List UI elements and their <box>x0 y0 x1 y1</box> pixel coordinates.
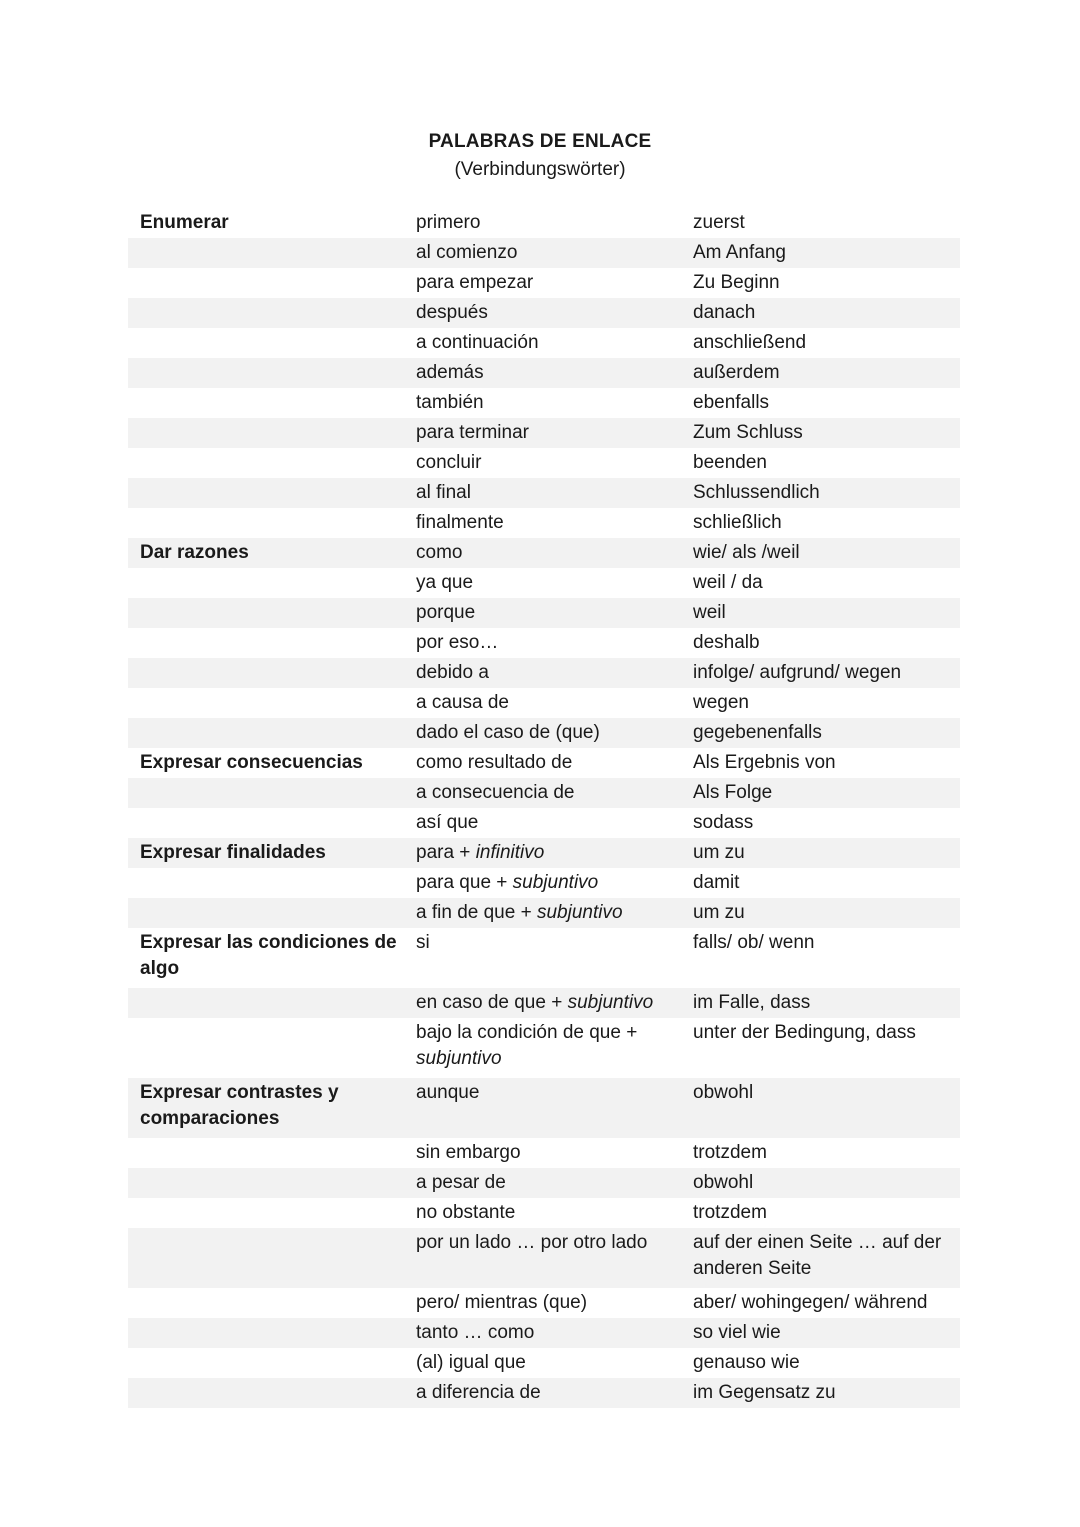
spanish-text: para + <box>416 842 476 863</box>
spanish-cell <box>404 1018 681 1078</box>
table-row <box>128 328 960 358</box>
table-row <box>128 628 960 658</box>
table-row <box>128 868 960 898</box>
table-row <box>128 1348 960 1378</box>
spanish-text: aunque <box>416 1082 480 1103</box>
spanish-text: no obstante <box>416 1202 516 1223</box>
spanish-text: debido a <box>416 662 489 683</box>
spanish-text: bajo la condición de que + <box>416 1022 643 1043</box>
spanish-text: para que + <box>416 872 513 893</box>
spanish-text: a consecuencia de <box>416 782 575 803</box>
german-cell: trotzdem <box>693 1142 767 1163</box>
table-row <box>128 748 960 778</box>
spanish-text: tanto … como <box>416 1322 535 1343</box>
category-cell <box>128 658 404 688</box>
german-cell: Schlussendlich <box>681 478 960 508</box>
german-cell: um zu <box>681 838 960 868</box>
german-cell: damit <box>693 872 740 893</box>
category-cell <box>128 478 404 508</box>
spanish-text: porque <box>416 602 476 623</box>
category-cell <box>128 358 404 388</box>
spanish-cell <box>404 388 681 418</box>
table-row <box>128 1318 960 1348</box>
spanish-cell <box>404 298 681 328</box>
category-cell <box>128 1288 404 1318</box>
spanish-cell <box>404 748 681 778</box>
spanish-text: si <box>416 932 430 953</box>
category-cell <box>128 268 404 298</box>
table-row <box>128 718 960 748</box>
table-row <box>128 508 960 538</box>
spanish-cell <box>404 808 681 838</box>
category-cell <box>128 238 404 268</box>
category-cell <box>128 1198 404 1228</box>
spanish-cell <box>404 658 681 688</box>
spanish-mood-text: subjuntivo <box>416 1048 502 1069</box>
category-cell <box>128 508 404 538</box>
german-cell: auf der einen Seite … auf der anderen Seite <box>681 1228 960 1288</box>
german-cell: aber/ wohingegen/ während <box>693 1292 928 1313</box>
table-row <box>128 388 960 418</box>
spanish-text: pero/ mientras (que) <box>416 1292 588 1313</box>
spanish-text: en caso de que + <box>416 992 568 1013</box>
spanish-text: al final <box>416 482 471 503</box>
german-cell: so viel wie <box>681 1318 960 1348</box>
category-cell <box>128 1138 404 1168</box>
spanish-cell <box>404 358 681 388</box>
category-cell <box>128 388 404 418</box>
german-cell: schließlich <box>693 512 782 533</box>
german-cell: beenden <box>693 452 767 473</box>
category-cell <box>128 628 404 658</box>
category-cell <box>128 1018 404 1078</box>
category-cell <box>128 328 404 358</box>
table-row <box>128 538 960 568</box>
table-row <box>128 1378 960 1408</box>
category-cell <box>128 1168 404 1198</box>
table-row <box>128 358 960 388</box>
spanish-text: a fin de que + <box>416 902 537 923</box>
category-cell <box>128 448 404 478</box>
german-cell: falls/ ob/ wenn <box>693 932 815 953</box>
category-cell <box>128 898 404 928</box>
category-cell: Enumerar <box>140 212 229 233</box>
page-subtitle: (Verbindungswörter) <box>454 159 626 180</box>
category-cell: Expresar contrastes y comparaciones <box>128 1078 404 1138</box>
german-cell: weil / da <box>693 572 763 593</box>
table-row <box>128 1228 960 1288</box>
table-row <box>128 418 960 448</box>
spanish-text: para empezar <box>416 272 534 293</box>
spanish-text: después <box>416 302 488 323</box>
german-cell: wie/ als /weil <box>681 538 960 568</box>
german-cell: im Gegensatz zu <box>681 1378 960 1408</box>
german-cell: obwohl <box>681 1168 960 1198</box>
spanish-cell <box>404 628 681 658</box>
spanish-text: dado el caso de (que) <box>416 722 600 743</box>
spanish-text: por eso… <box>416 632 499 653</box>
spanish-cell <box>404 868 681 898</box>
category-cell <box>128 718 404 748</box>
category-cell: Expresar finalidades <box>128 838 404 868</box>
table-row <box>128 1078 960 1138</box>
spanish-cell <box>404 448 681 478</box>
spanish-cell <box>404 1228 681 1288</box>
german-cell: infolge/ aufgrund/ wegen <box>681 658 960 688</box>
table-row <box>128 1168 960 1198</box>
spanish-cell <box>404 598 681 628</box>
category-cell: Dar razones <box>128 538 404 568</box>
german-cell: genauso wie <box>693 1352 800 1373</box>
german-cell: weil <box>681 598 960 628</box>
table-row <box>128 808 960 838</box>
page-title: PALABRAS DE ENLACE <box>428 131 652 152</box>
german-cell: zuerst <box>693 212 745 233</box>
spanish-cell <box>404 1348 681 1378</box>
spanish-text: (al) igual que <box>416 1352 526 1373</box>
table-row <box>128 688 960 718</box>
spanish-text: a causa de <box>416 692 509 713</box>
spanish-cell <box>404 328 681 358</box>
spanish-cell <box>404 418 681 448</box>
table-row <box>128 598 960 628</box>
spanish-mood-text: subjuntivo <box>567 992 654 1013</box>
spanish-cell <box>404 1078 681 1138</box>
spanish-cell <box>404 208 681 238</box>
table-row <box>128 478 960 508</box>
german-cell: ebenfalls <box>693 392 770 413</box>
spanish-text: por un lado … por otro lado <box>416 1232 648 1253</box>
table-row <box>128 1198 960 1228</box>
category-cell <box>128 1378 404 1408</box>
spanish-cell <box>404 778 681 808</box>
spanish-cell <box>404 1198 681 1228</box>
german-cell: im Falle, dass <box>681 988 960 1018</box>
german-cell: deshalb <box>693 632 760 653</box>
german-cell: Am Anfang <box>681 238 960 268</box>
spanish-text: para terminar <box>416 422 529 443</box>
spanish-text: además <box>416 362 484 383</box>
category-cell <box>128 298 404 328</box>
german-cell: gegebenenfalls <box>681 718 960 748</box>
category-cell <box>128 1318 404 1348</box>
spanish-cell <box>404 898 681 928</box>
german-cell: anschließend <box>693 332 807 353</box>
spanish-text: primero <box>416 212 481 233</box>
category-cell: Expresar las condiciones de algo <box>140 932 397 979</box>
spanish-mood-text: subjuntivo <box>536 902 623 923</box>
german-cell: wegen <box>693 692 749 713</box>
spanish-text: como resultado de <box>416 752 573 773</box>
german-cell: obwohl <box>681 1078 960 1138</box>
german-cell: Als Ergebnis von <box>693 752 836 773</box>
table-row <box>128 208 960 238</box>
category-cell <box>128 1348 404 1378</box>
spanish-cell <box>404 538 681 568</box>
category-cell <box>128 568 404 598</box>
table-row <box>128 448 960 478</box>
category-cell <box>128 778 404 808</box>
table-row <box>128 658 960 688</box>
title-block <box>0 128 1080 184</box>
vocabulary-table <box>128 208 960 1408</box>
spanish-text: a continuación <box>416 332 539 353</box>
table-row <box>128 268 960 298</box>
table-row <box>128 568 960 598</box>
spanish-text: sin embargo <box>416 1142 521 1163</box>
spanish-cell <box>404 238 681 268</box>
german-cell: Als Folge <box>681 778 960 808</box>
spanish-cell <box>404 1288 681 1318</box>
spanish-cell <box>404 1168 681 1198</box>
spanish-cell <box>404 268 681 298</box>
spanish-cell <box>404 568 681 598</box>
category-cell <box>128 418 404 448</box>
category-cell <box>128 868 404 898</box>
german-cell: sodass <box>693 812 754 833</box>
table-row <box>128 1288 960 1318</box>
spanish-text: como <box>416 542 463 563</box>
spanish-cell <box>404 838 681 868</box>
spanish-cell <box>404 1318 681 1348</box>
german-cell: Zu Beginn <box>693 272 780 293</box>
category-cell <box>128 808 404 838</box>
table-row <box>128 838 960 868</box>
table-row <box>128 1018 960 1078</box>
table-row <box>128 928 960 988</box>
spanish-text: a diferencia de <box>416 1382 541 1403</box>
spanish-cell <box>404 478 681 508</box>
spanish-cell <box>404 688 681 718</box>
spanish-text: al comienzo <box>416 242 518 263</box>
category-cell: Expresar consecuencias <box>140 752 363 773</box>
category-cell <box>128 688 404 718</box>
german-cell: um zu <box>681 898 960 928</box>
table-row <box>128 298 960 328</box>
category-cell <box>128 1228 404 1288</box>
german-cell: unter der Bedingung, dass <box>693 1022 916 1043</box>
spanish-cell <box>404 1138 681 1168</box>
german-cell: Zum Schluss <box>681 418 960 448</box>
spanish-text: así que <box>416 812 479 833</box>
spanish-mood-text: subjuntivo <box>512 872 599 893</box>
spanish-cell <box>404 1378 681 1408</box>
spanish-cell <box>404 928 681 988</box>
table-row <box>128 238 960 268</box>
german-cell: trotzdem <box>693 1202 767 1223</box>
spanish-mood-text: infinitivo <box>475 842 545 863</box>
spanish-text: concluir <box>416 452 482 473</box>
table-row <box>128 988 960 1018</box>
spanish-text: a pesar de <box>416 1172 506 1193</box>
table-row <box>128 898 960 928</box>
category-cell <box>128 988 404 1018</box>
spanish-cell <box>404 718 681 748</box>
table-row <box>128 778 960 808</box>
german-cell: außerdem <box>681 358 960 388</box>
spanish-cell <box>404 508 681 538</box>
spanish-cell <box>404 988 681 1018</box>
spanish-text: también <box>416 392 484 413</box>
spanish-text: finalmente <box>416 512 504 533</box>
german-cell: danach <box>681 298 960 328</box>
spanish-text: ya que <box>416 572 474 593</box>
category-cell <box>128 598 404 628</box>
table-row <box>128 1138 960 1168</box>
